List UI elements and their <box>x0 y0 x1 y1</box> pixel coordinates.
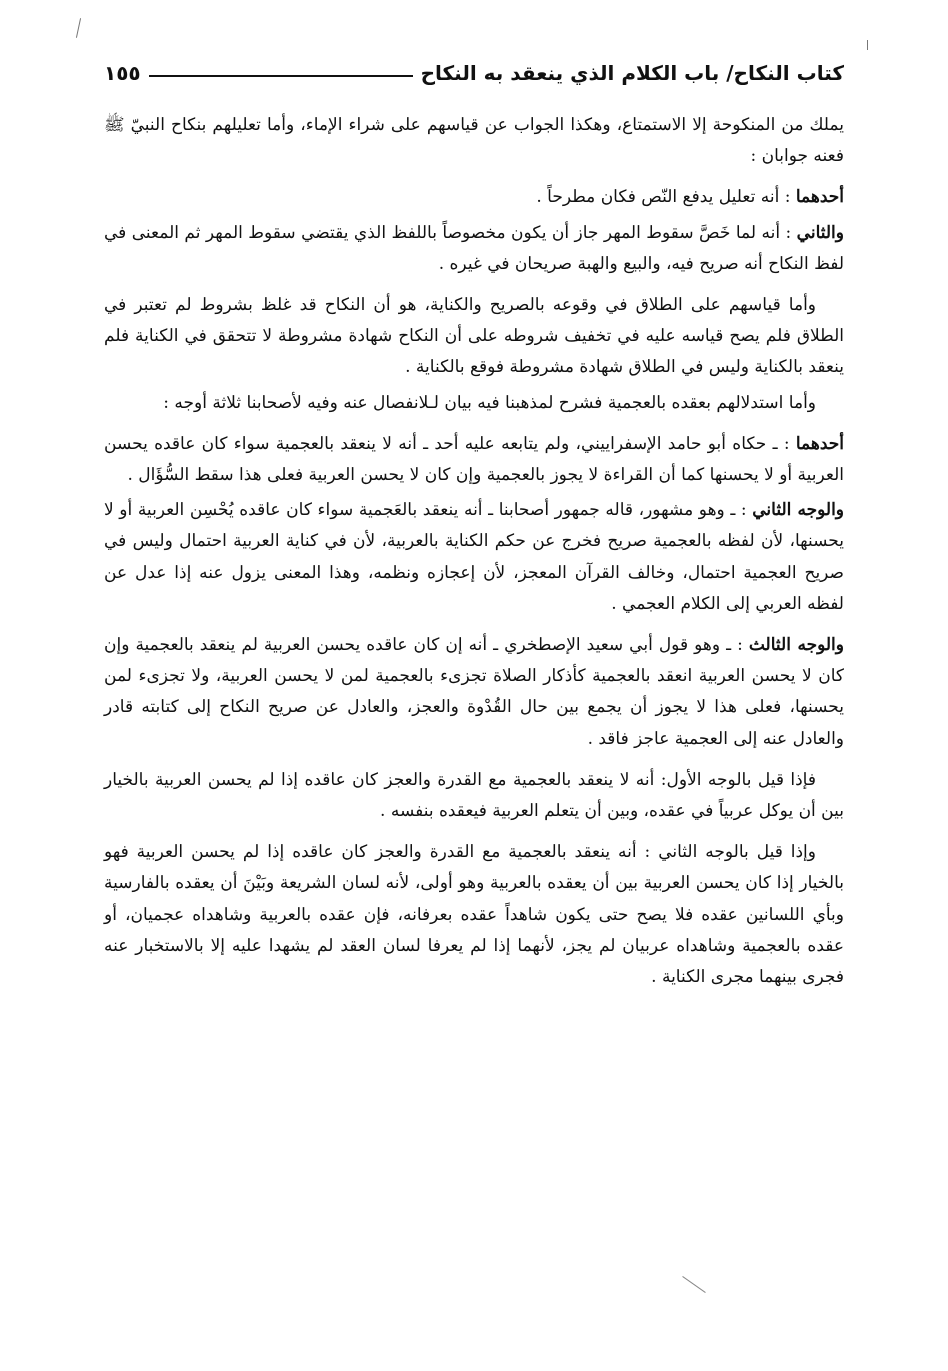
paragraph <box>104 837 844 993</box>
paragraph-text: وأما استدلالهم بعقده بالعجمية فشرح لمذهبنا فيه بيان لـلانفصال عنه وفيه لأصحابنا ثلاثة أوجه : <box>163 392 816 413</box>
paragraph <box>104 388 844 419</box>
paragraph <box>104 218 844 280</box>
paragraph-lead: والوجه الثالث <box>748 635 844 656</box>
paragraph-text: : ـ حكاه أبو حامد الإسفراييني، ولم يتابعه عليه أحد ـ أنه لا ينعقد بالعجمية سواء كان عاقده يحسن العربية أو لا يحسنها كما أن القراءة لا يجوز بالعجمية وإن كان لا يحسن العربية فعلى هذا سقط السُّؤَال . <box>104 433 844 486</box>
paragraph <box>104 630 844 755</box>
paragraph-text: : أنه لما خَصَّ سقوط المهر جاز أن يكون مخصوصاً باللفظ الذي يقتضي سقوط المهر ثم المعنى في لفظ النكاح أنه صريح فيه، والبيع والهبة صريحان في غيره . <box>104 222 844 274</box>
paragraph-text: فإذا قيل بالوجه الأول: أنه لا ينعقد بالعجمية مع القدرة والعجز كان عاقده إذا لم يحسن العربية بالخيار بين أن يوكل عربياً في عقده، وبين أن يتعلم العربية فيعقده بنفسه . <box>104 769 844 822</box>
paragraph <box>104 110 844 172</box>
header-title: كتاب النكاح/ باب الكلام الذي ينعقد به النكاح <box>420 61 844 85</box>
scan-mark <box>867 40 868 50</box>
paragraph-text: : ـ وهو قول أبي سعيد الإصطخري ـ أنه إن كان عاقده يحسن العربية لم ينعقد بالعجمية وإن كان لا يحسن العربية انعقد بالعجمية كأذكار الصلاة تجزىء بالعجمية لمن لا يحسن العربية، ولا تجزىء لمن يحسنها، فعلى هذا لا يجوز أن يجمع بين حال القُدْوة والعجز، والعادل عن صريح النكاح إلى كتابته قادر والعادل عنه إلى العجمية عاجز فاقد . <box>104 635 845 749</box>
running-header <box>104 56 844 90</box>
paragraph <box>104 495 844 620</box>
paragraph-text: : ـ وهو مشهور، قاله جمهور أصحابنا ـ أنه ينعقد بالعَجمية سواء كان عاقده يُحْسِن العربية أو لا يحسنها، لأن لفظه بالعجمية صريح فخرج عن حكم الكناية بالعربية، لأن في كناية العربية احتمال وليس في صريح العجمية احتمال، وخالف القرآن المعجز، لأن إعجازه ونظمه، وهذا المعنى يزول عنه إذا عدل عن لفظه العربي إلى الكلام العجمي . <box>104 500 844 614</box>
paragraph-lead: أحدهما <box>795 433 844 454</box>
header-rule <box>149 75 413 77</box>
body-text <box>104 110 844 997</box>
paragraph-lead: أحدهما <box>795 187 844 208</box>
paragraph <box>104 765 844 827</box>
paragraph-text: وأما قياسهم على الطلاق في وقوعه بالصريح والكناية، هو أن النكاح قد غلظ بشروط لم تعتبر في الطلاق فلم يصح قياسه عليه في تخفيف شروطه على أن النكاح شهادة مشروطة لا تتحقق في الكناية فلم ينعقد بالكناية وليس في الطلاق شهادة مشروطة فوقع بالكناية . <box>104 295 844 378</box>
paragraph <box>104 429 844 491</box>
paragraph-lead: والثاني <box>796 222 844 243</box>
scan-mark <box>76 18 81 38</box>
scan-mark <box>682 1276 706 1293</box>
paragraph-text: يملك من المنكوحة إلا الاستمتاع، وهكذا الجواب عن قياسهم على شراء الإماء، وأما تعليلهم بنكاح النبيّ ﷺ فعنه جوابان : <box>104 115 844 167</box>
paragraph-text: وإذا قيل بالوجه الثاني : أنه ينعقد بالعجمية مع القدرة والعجز كان عاقده إذا لم يحسن العربية فهو بالخيار إذا كان يحسن العربية بين أن يعقده بالعربية وهو أولى، لأنه لسان الشريعة وبَيْنَ أن يعقده بالفارسية وبأي اللسانين عقده فلا يصح حتى يكون شاهداً عقده بعرفانه، فإن عقده بالعربية وشاهداه عجميان، أو عقده بالعجمية وشاهداه عربيان لم يجز، لأنهما إذا لم يعرفا لسان العقد لم يشهدا عليه إلا بالاستخبار عنه فجرى بينهما مجرى الكناية . <box>104 842 844 988</box>
paragraph-text: : أنه تعليل يدفع النّص فكان مطرحاً . <box>536 187 791 208</box>
paragraph-lead: والوجه الثاني <box>752 500 845 521</box>
page-number: ١٥٥ <box>104 61 141 85</box>
paragraph <box>104 290 844 384</box>
paragraph <box>104 182 844 213</box>
